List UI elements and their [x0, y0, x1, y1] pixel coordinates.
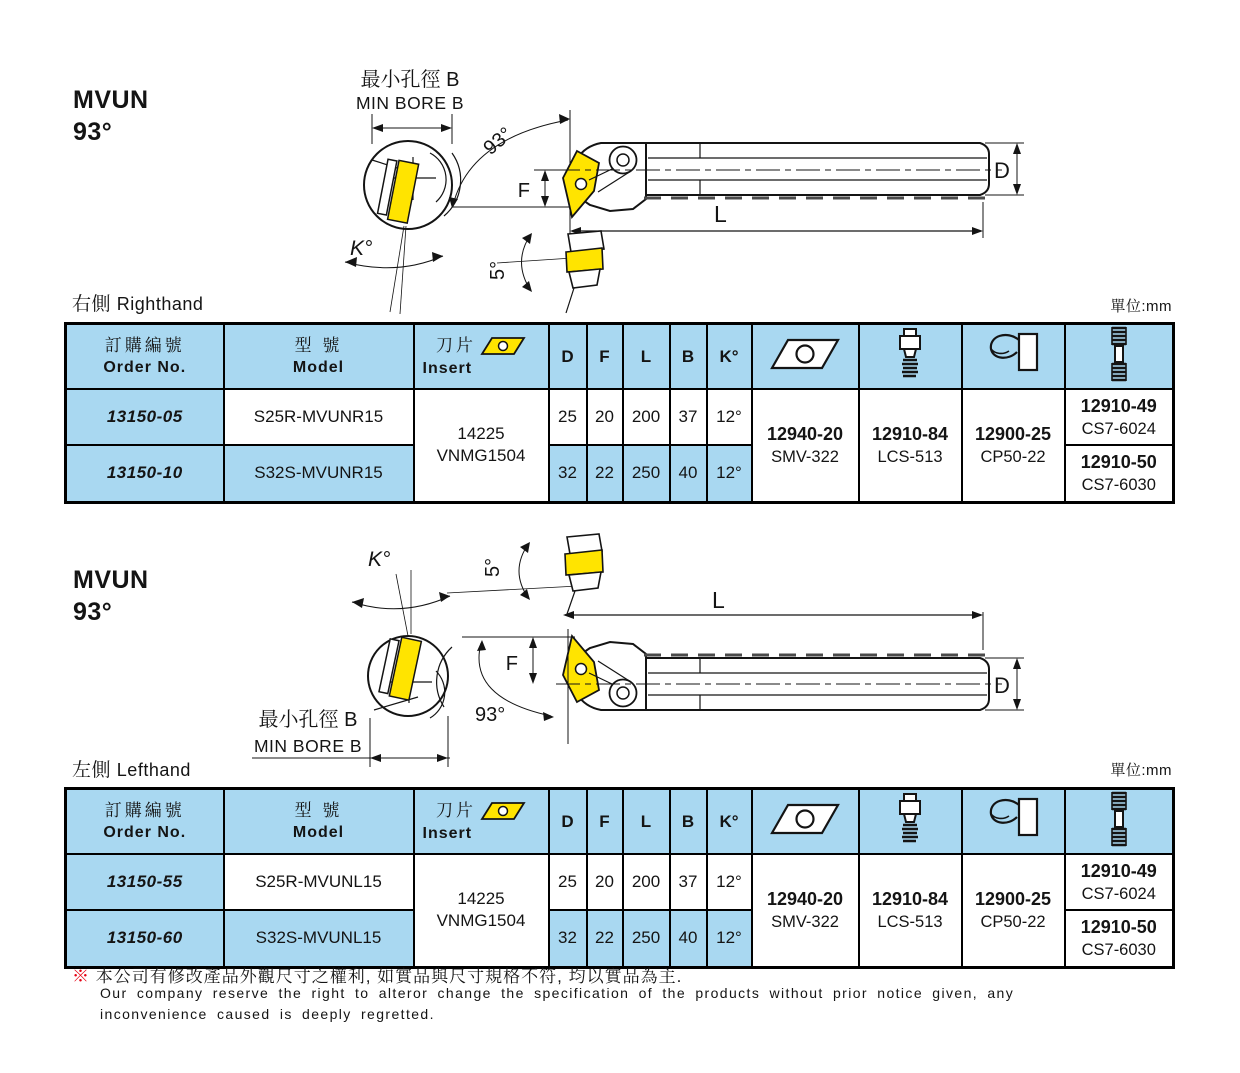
spare-screw-cell: 12910-50 CS7-6030 — [1065, 445, 1174, 502]
clearance-angle-view — [447, 534, 603, 614]
wrench-cell: 12900-25 CP50-22 — [962, 854, 1065, 967]
min-bore-label-en: MIN BORE B — [355, 93, 465, 113]
min-bore-label-en: MIN BORE B — [253, 736, 363, 756]
lead-angle-label: 93° — [475, 704, 506, 726]
model-cell: S25R-MVUNR15 — [224, 389, 414, 445]
spare-screw-cell: 12910-50 CS7-6030 — [1065, 910, 1174, 967]
col-header-order: 訂購編號 Order No. — [66, 789, 224, 855]
order-no-cell: 13150-60 — [66, 910, 224, 967]
disclaimer-zh: ※ 本公司有修改產品外觀尺寸之權利, 如實品與尺寸規格不符, 均以實品為主. — [72, 967, 683, 986]
righthand-technical-drawing — [0, 50, 1240, 315]
disclaimer-en-line1: Our company reserve the right to alteror change the specification of the products without prior notice given, any — [100, 985, 1015, 1001]
d-cell: 32 — [549, 910, 587, 967]
k-cell: 12° — [707, 910, 752, 967]
k-angle-label: K° — [368, 548, 391, 571]
d-cell: 25 — [549, 389, 587, 445]
f-dim-label: F — [517, 180, 530, 202]
insert-icon — [480, 334, 526, 358]
k-cell: 12° — [707, 445, 752, 502]
clamp-screw-icon — [893, 792, 927, 846]
order-no-cell: 13150-05 — [66, 389, 224, 445]
model-cell: S32S-MVUNR15 — [224, 445, 414, 502]
col-header-k: K° — [707, 789, 752, 855]
screw-cell: 12910-84 LCS-513 — [859, 389, 962, 502]
righthand-label: 右側 Righthand — [72, 294, 204, 315]
spare-screw-icon — [1105, 325, 1133, 383]
spare-screw-cell: 12910-49 CS7-6024 — [1065, 854, 1174, 910]
cross-section-view — [364, 141, 461, 229]
lead-angle-annotation — [475, 629, 568, 744]
righthand-spec-table — [64, 322, 1175, 504]
shim-cell: 12940-20 SMV-322 — [752, 389, 859, 502]
col-header-f: F — [587, 789, 623, 855]
series-name: MVUN — [73, 86, 149, 114]
col-header-order: 訂購編號 Order No. — [66, 324, 224, 390]
order-no-cell: 13150-10 — [66, 445, 224, 502]
col-header-l: L — [623, 324, 670, 390]
wrench-icon — [981, 328, 1045, 380]
col-header-d: D — [549, 789, 587, 855]
l-cell: 200 — [623, 389, 670, 445]
f-cell: 20 — [587, 389, 623, 445]
cross-section-view — [368, 635, 452, 718]
min-bore-dimension — [252, 708, 450, 767]
lefthand-spec-table — [64, 787, 1175, 969]
col-header-wrench — [962, 324, 1065, 390]
d-cell: 32 — [549, 445, 587, 502]
lead-angle-annotation — [449, 110, 578, 240]
col-header-model: 型 號 Model — [224, 789, 414, 855]
f-cell: 20 — [587, 854, 623, 910]
col-header-b: B — [670, 789, 707, 855]
f-dim-label: F — [505, 653, 518, 675]
shim-cell: 12940-20 SMV-322 — [752, 854, 859, 967]
k-cell: 12° — [707, 854, 752, 910]
d-cell: 25 — [549, 854, 587, 910]
k-cell: 12° — [707, 389, 752, 445]
k-angle-annotation — [352, 548, 450, 636]
min-bore-dimension — [356, 68, 464, 144]
clearance-angle-view — [487, 231, 604, 313]
l-cell: 250 — [623, 910, 670, 967]
model-cell: S25R-MVUNL15 — [224, 854, 414, 910]
lead-angle-label: 93° — [479, 123, 517, 160]
col-header-d: D — [549, 324, 587, 390]
screw-cell: 12910-84 LCS-513 — [859, 854, 962, 967]
reference-mark: ※ — [72, 967, 90, 986]
b-cell: 40 — [670, 445, 707, 502]
col-header-f: F — [587, 324, 623, 390]
l-cell: 250 — [623, 445, 670, 502]
col-header-spare-screw — [1065, 789, 1174, 855]
order-no-cell: 13150-55 — [66, 854, 224, 910]
wrench-cell: 12900-25 CP50-22 — [962, 389, 1065, 502]
l-dim-label: L — [712, 587, 725, 613]
spare-screw-icon — [1105, 790, 1133, 848]
col-header-shim — [752, 789, 859, 855]
spare-screw-cell: 12910-49 CS7-6024 — [1065, 389, 1174, 445]
unit-label-lefthand: 單位:mm — [1110, 762, 1172, 779]
min-bore-label-zh: 最小孔徑 B — [360, 69, 460, 91]
boring-bar-side-view — [556, 636, 1002, 710]
col-header-model: 型 號 Model — [224, 324, 414, 390]
col-header-k: K° — [707, 324, 752, 390]
col-header-insert: 刀片 Insert — [414, 789, 549, 855]
lefthand-technical-drawing — [0, 530, 1240, 785]
insert-icon — [480, 799, 526, 823]
f-dimension — [518, 170, 558, 207]
f-cell: 22 — [587, 445, 623, 502]
clamp-screw-icon — [893, 327, 927, 381]
wrench-icon — [981, 793, 1045, 845]
clearance-angle-label: 5° — [487, 260, 509, 280]
insert-cell: 14225 VNMG1504 — [414, 854, 549, 967]
min-bore-label-zh: 最小孔徑 B — [258, 709, 358, 731]
col-header-b: B — [670, 324, 707, 390]
f-cell: 22 — [587, 910, 623, 967]
insert-shape-icon — [768, 797, 842, 841]
col-header-screw — [859, 789, 962, 855]
col-header-screw — [859, 324, 962, 390]
l-cell: 200 — [623, 854, 670, 910]
boring-bar-side-view — [556, 143, 1002, 217]
b-cell: 37 — [670, 854, 707, 910]
lefthand-label: 左側 Lefthand — [72, 760, 191, 781]
insert-cell: 14225 VNMG1504 — [414, 389, 549, 502]
b-cell: 37 — [670, 389, 707, 445]
d-dim-label: D — [994, 158, 1010, 183]
col-header-spare-screw — [1065, 324, 1174, 390]
b-cell: 40 — [670, 910, 707, 967]
disclaimer-en-line2: inconvenience caused is deeply regretted. — [100, 1006, 435, 1022]
unit-label-righthand: 單位:mm — [1110, 298, 1172, 315]
d-dimension — [985, 143, 1024, 195]
l-dim-label: L — [714, 201, 727, 227]
col-header-wrench — [962, 789, 1065, 855]
series-name: MVUN — [73, 566, 149, 594]
series-angle: 93° — [73, 118, 113, 146]
col-header-shim — [752, 324, 859, 390]
series-angle: 93° — [73, 598, 113, 626]
col-header-insert: 刀片 Insert — [414, 324, 549, 390]
k-angle-annotation — [345, 226, 443, 314]
insert-shape-icon — [768, 332, 842, 376]
d-dim-label: D — [994, 673, 1010, 698]
k-angle-label: K° — [350, 237, 373, 260]
l-dimension — [563, 587, 983, 650]
model-cell: S32S-MVUNL15 — [224, 910, 414, 967]
clearance-angle-label: 5° — [482, 557, 504, 577]
col-header-l: L — [623, 789, 670, 855]
